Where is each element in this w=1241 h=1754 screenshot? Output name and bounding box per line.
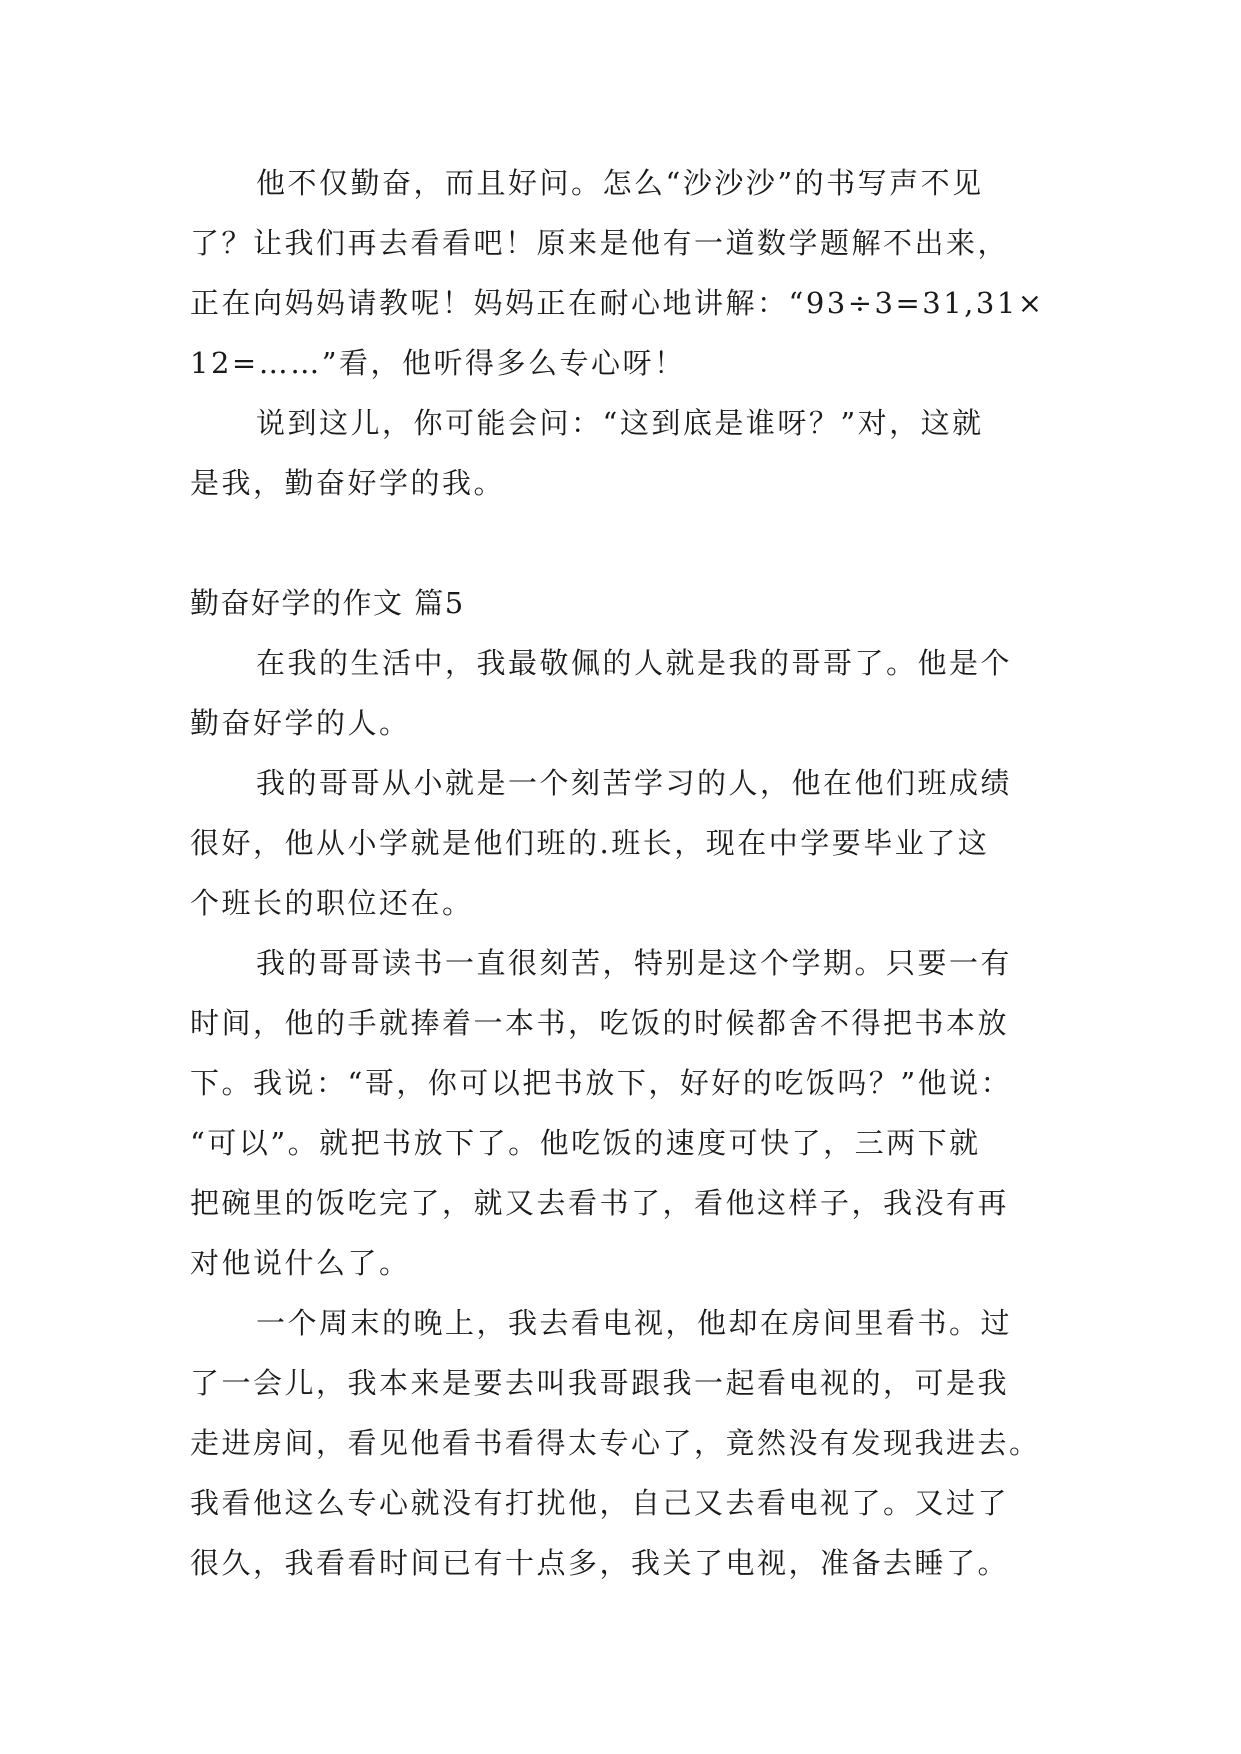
paragraph-line: 我看他这么专心就没有打扰他，自己又去看电视了。又过了 — [190, 1486, 1010, 1520]
paragraph-line: 时间，他的手就捧着一本书，吃饭的时候都舍不得把书本放 — [190, 1006, 1010, 1040]
paragraph-line: 个班长的职位还在。 — [190, 886, 474, 920]
paragraph-line: 说到这儿，你可能会问：“这到底是谁呀？”对，这就 — [256, 406, 984, 440]
paragraph-line: 对他说什么了。 — [190, 1246, 411, 1280]
paragraph-line: 很久，我看看时间已有十点多，我关了电视，准备去睡了。 — [190, 1546, 1010, 1580]
paragraph-line: 我的哥哥从小就是一个刻苦学习的人，他在他们班成绩 — [256, 766, 1013, 800]
paragraph-line: 一个周末的晚上，我去看电视，他却在房间里看书。过 — [256, 1306, 1013, 1340]
paragraph-line: 下。我说：“哥，你可以把书放下，好好的吃饭吗？”他说： — [190, 1066, 1013, 1100]
paragraph-line: 走进房间，看见他看书看得太专心了，竟然没有发现我进去。 — [190, 1426, 1041, 1460]
paragraph-line: 勤奋好学的人。 — [190, 706, 411, 740]
section-heading: 勤奋好学的作文 篇5 — [190, 586, 465, 620]
paragraph-line: 我的哥哥读书一直很刻苦，特别是这个学期。只要一有 — [256, 946, 1013, 980]
paragraph-line: 正在向妈妈请教呢！妈妈正在耐心地讲解：“93÷3=31,31× — [190, 286, 1045, 320]
paragraph-line: “可以”。就把书放下了。他吃饭的速度可快了，三两下就 — [190, 1126, 981, 1160]
paragraph-line: 12=……”看，他听得多么专心呀！ — [190, 346, 686, 380]
paragraph-line: 了？让我们再去看看吧！原来是他有一道数学题解不出来， — [190, 226, 1010, 260]
paragraph-line: 在我的生活中，我最敬佩的人就是我的哥哥了。他是个 — [256, 646, 1013, 680]
paragraph-line: 把碗里的饭吃完了，就又去看书了，看他这样子，我没有再 — [190, 1186, 1010, 1220]
paragraph-line: 了一会儿，我本来是要去叫我哥跟我一起看电视的，可是我 — [190, 1366, 1010, 1400]
paragraph-line: 是我，勤奋好学的我。 — [190, 466, 506, 500]
paragraph-line: 他不仅勤奋，而且好问。怎么“沙沙沙”的书写声不见 — [256, 166, 984, 200]
paragraph-line: 很好，他从小学就是他们班的.班长，现在中学要毕业了这 — [190, 826, 990, 860]
